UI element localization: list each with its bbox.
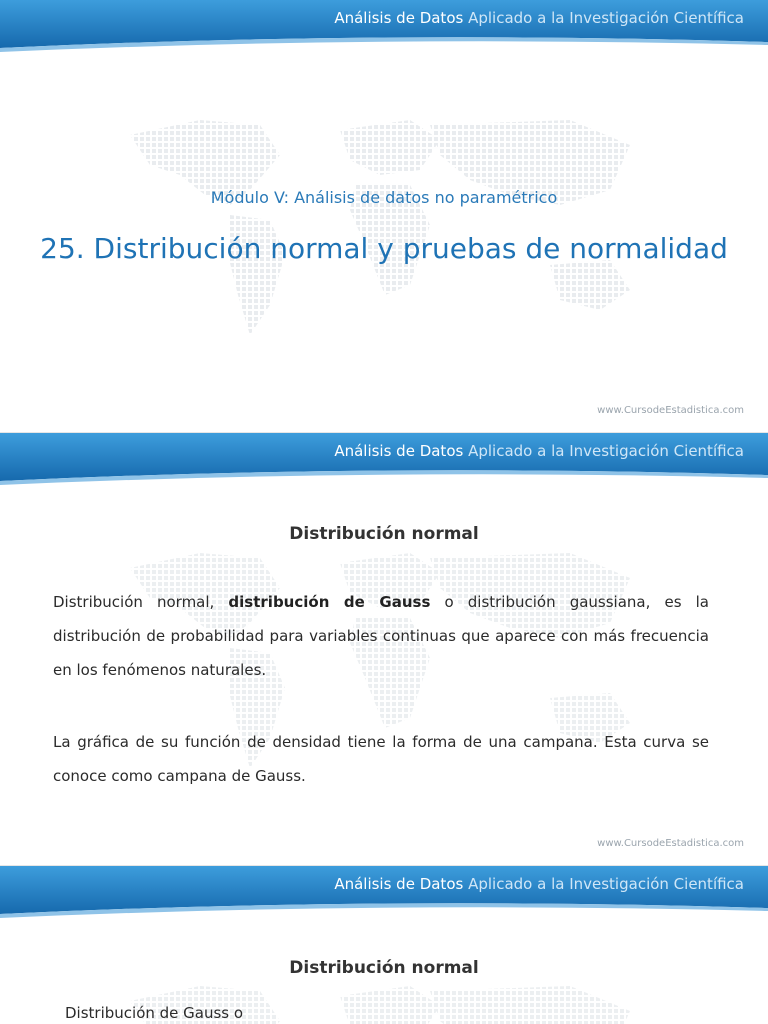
banner-title-strong: Análisis de Datos xyxy=(334,442,464,460)
banner-title-strong: Análisis de Datos xyxy=(334,875,464,893)
highlight-term: distribución de Gauss xyxy=(228,593,431,611)
banner-title xyxy=(334,875,744,893)
banner-title xyxy=(334,442,744,460)
banner-title-light: Aplicado a la Investigación Científica xyxy=(468,875,744,893)
paragraph-text: o distribución gaussiana, es la distribución de probabilidad para variables continuas que aparece con más frecuencia en los fenómenos naturales. xyxy=(53,593,709,679)
banner-title-light: Aplicado a la Investigación Científica xyxy=(468,9,744,27)
header-banner xyxy=(0,866,768,922)
module-subtitle: Módulo V: Análisis de datos no paramétrico xyxy=(210,188,558,207)
header-banner xyxy=(0,0,768,56)
slide-normal-distribution xyxy=(0,433,768,865)
paragraph-bell-curve: La gráfica de su función de densidad tiene la forma de una campana. Esta curva se conoce como campana de Gauss. xyxy=(53,733,709,785)
footer-url: www.CursodeEstadistica.com xyxy=(597,405,744,416)
section-heading: Distribución normal xyxy=(289,958,479,978)
header-banner xyxy=(0,433,768,489)
footer-url: www.CursodeEstadistica.com xyxy=(597,838,744,849)
paragraph-gauss: Distribución de Gauss o xyxy=(65,1004,244,1022)
banner-title-light: Aplicado a la Investigación Científica xyxy=(468,442,744,460)
page-title: 25. Distribución normal y pruebas de normalidad xyxy=(40,232,728,265)
slide-title xyxy=(0,0,768,432)
banner-title-strong: Análisis de Datos xyxy=(334,9,464,27)
slide-gauss xyxy=(0,866,768,1024)
paragraph-text: Distribución normal, xyxy=(53,593,229,611)
section-heading: Distribución normal xyxy=(289,524,479,544)
paragraph-definition xyxy=(53,585,709,687)
banner-title xyxy=(334,9,744,27)
world-map-watermark xyxy=(110,95,670,355)
